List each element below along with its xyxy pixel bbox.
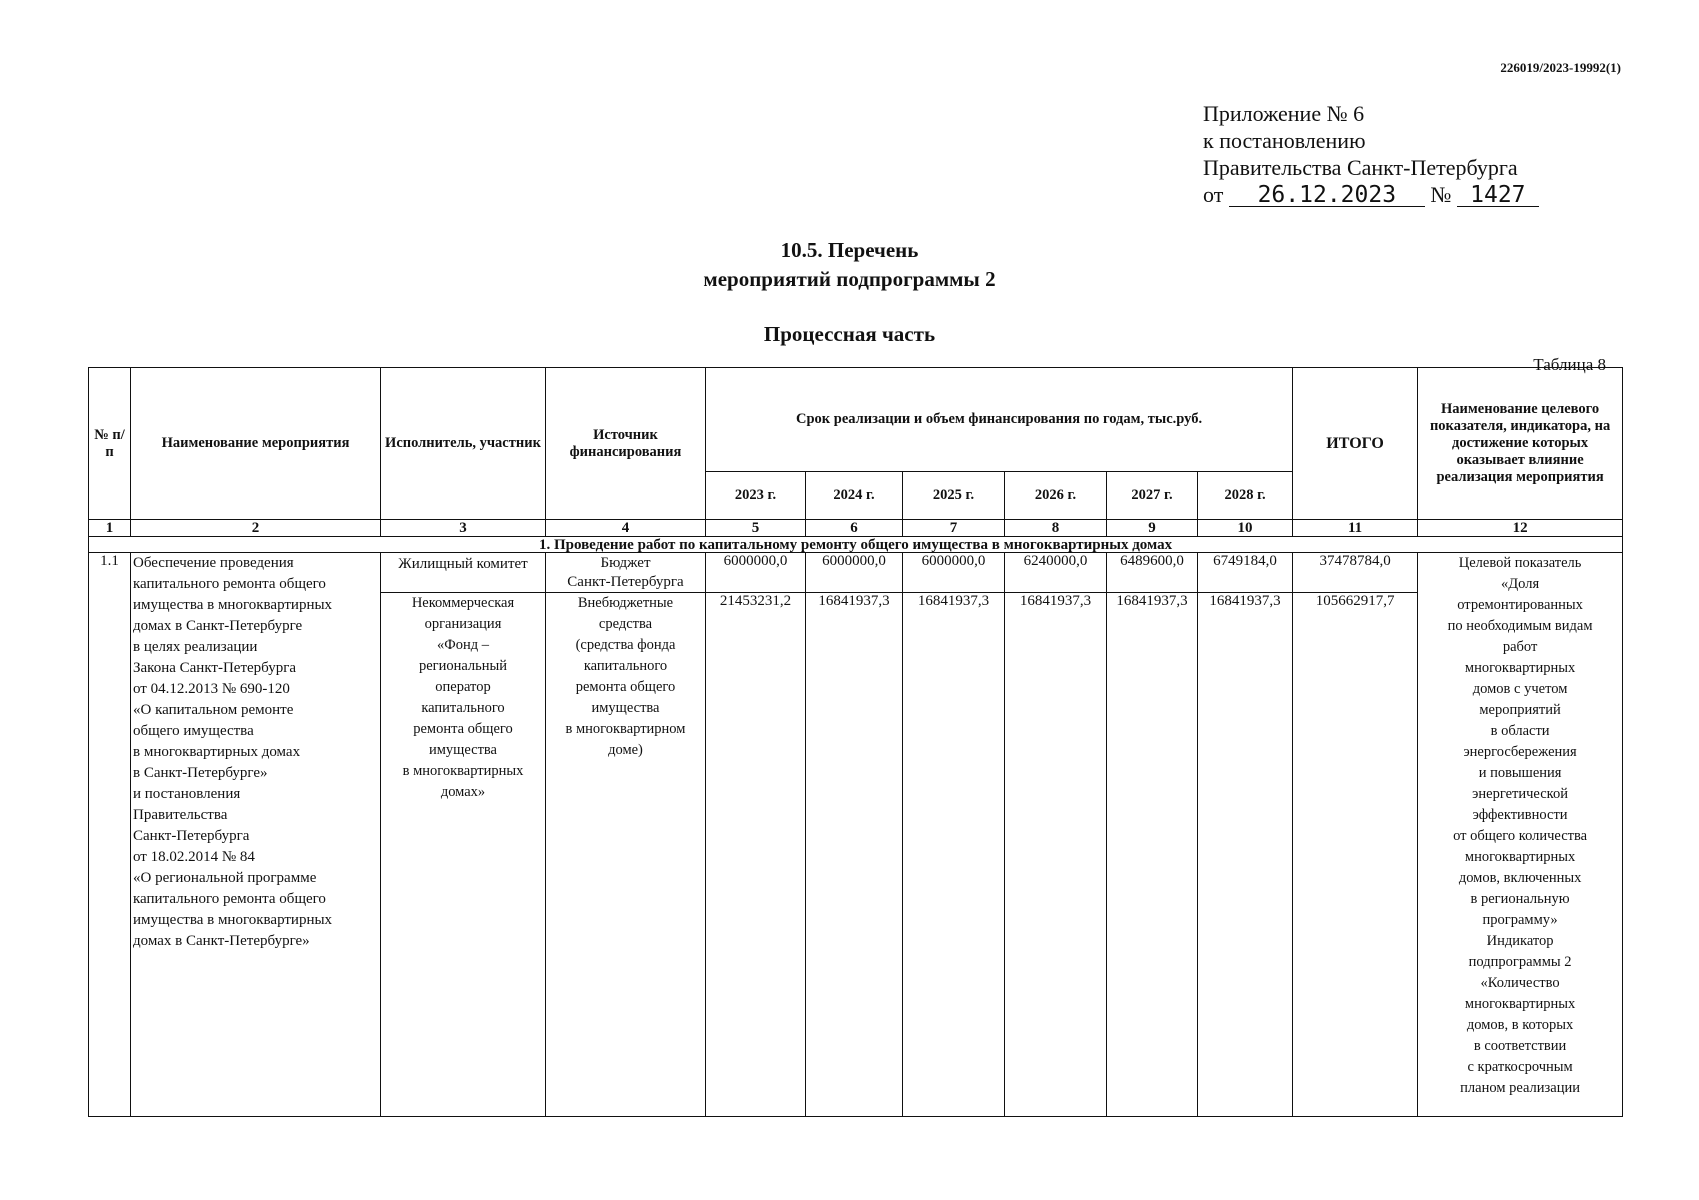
col-number: 10 <box>1198 520 1293 537</box>
text-line: Санкт-Петербурга <box>133 828 250 844</box>
text-line: домов, включенных <box>1458 870 1582 886</box>
fund-2024: 16841937,3 <box>806 593 903 1117</box>
header-name: Наименование мероприятия <box>131 368 381 520</box>
text-line: доме) <box>608 742 643 758</box>
appendix-line-3: Правительства Санкт-Петербурга <box>1203 155 1518 180</box>
fund-2027: 16841937,3 <box>1107 593 1198 1117</box>
fund-2023: 21453231,2 <box>706 593 806 1117</box>
text-line: в Санкт-Петербурге» <box>133 765 268 781</box>
text-line: в соответствии <box>1473 1038 1567 1054</box>
header-total: ИТОГО <box>1293 368 1418 520</box>
text-line: Бюджет <box>600 555 651 571</box>
text-line: от 18.02.2014 № 84 <box>133 849 255 865</box>
source-extrabudgetary <box>546 593 706 1117</box>
text-line: домах» <box>440 784 486 800</box>
table-label: Таблица 8 <box>1533 355 1606 374</box>
appendix-line-2: к постановлению <box>1203 128 1366 153</box>
appendix-line-1: Приложение № 6 <box>1203 101 1365 126</box>
title-line-1: 10.5. Перечень <box>780 238 919 262</box>
text-line: «О капитальном ремонте <box>133 702 294 718</box>
text-line: и постановления <box>133 786 241 802</box>
text-line: ремонта общего <box>413 721 513 737</box>
text-line: Некоммерческая <box>411 595 515 611</box>
text-line: мероприятий <box>1479 702 1561 718</box>
text-line: в многоквартирном <box>565 721 686 737</box>
text-line: имущества в многоквартирных <box>133 597 333 613</box>
executor-capital-repair-fund <box>381 593 546 1117</box>
fund-2026: 16841937,3 <box>1005 593 1107 1117</box>
page-title <box>0 236 1699 294</box>
date-prefix: от <box>1203 182 1224 207</box>
text-line: подпрограммы 2 <box>1468 954 1572 970</box>
number-prefix: № <box>1430 182 1452 207</box>
activities-table <box>88 367 1623 1117</box>
text-line: Обеспечение проведения <box>133 555 294 571</box>
text-line: капитального <box>421 700 505 716</box>
text-line: домах в Санкт-Петербурге <box>133 618 303 634</box>
text-line: капитального <box>583 658 668 674</box>
row-index: 1.1 <box>89 553 131 1117</box>
text-line: оператор <box>435 679 491 695</box>
text-line: Санкт-Петербурга <box>567 574 684 590</box>
fund-2028: 16841937,3 <box>1198 593 1293 1117</box>
header-period: Срок реализации и объем финансирования по годам, тыс.руб. <box>706 368 1293 472</box>
header-year-2025: 2025 г. <box>903 472 1005 520</box>
executor-housing-committee: Жилищный комитет <box>381 553 546 593</box>
fund-total: 105662917,7 <box>1293 593 1418 1117</box>
text-line: Закона Санкт-Петербурга <box>133 660 297 676</box>
text-line: в региональную <box>1470 891 1570 907</box>
col-number: 8 <box>1005 520 1107 537</box>
text-line: энергосбережения <box>1463 744 1577 760</box>
text-line: организация <box>424 616 502 632</box>
text-line: «Фонд – <box>437 637 489 653</box>
col-number: 6 <box>806 520 903 537</box>
header-year-2026: 2026 г. <box>1005 472 1107 520</box>
col-number: 9 <box>1107 520 1198 537</box>
header-executor: Исполнитель, участник <box>381 368 546 520</box>
col-number: 7 <box>903 520 1005 537</box>
document-id: 226019/2023-19992(1) <box>1500 60 1621 75</box>
budget-2028: 6749184,0 <box>1198 553 1293 593</box>
col-number: 3 <box>381 520 546 537</box>
header-year-2024: 2024 г. <box>806 472 903 520</box>
text-line: и повышения <box>1478 765 1562 781</box>
text-line: капитального ремонта общего <box>133 576 326 592</box>
text-line: многоквартирных <box>1464 996 1576 1012</box>
text-line: планом реализации <box>1460 1080 1580 1096</box>
header-indicator: Наименование целевого показателя, индикатора, на достижение которых оказывает влияние реализация мероприятия <box>1418 368 1623 520</box>
col-number: 12 <box>1418 520 1623 537</box>
budget-2027: 6489600,0 <box>1107 553 1198 593</box>
header-year-2023: 2023 г. <box>706 472 806 520</box>
page-subtitle: Процессная часть <box>763 322 936 346</box>
text-line: от 04.12.2013 № 690-120 <box>133 681 290 697</box>
text-line: региональный <box>418 658 508 674</box>
fund-2025: 16841937,3 <box>903 593 1005 1117</box>
text-line: имущества <box>428 742 497 758</box>
text-line: общего имущества <box>133 723 254 739</box>
text-line: Внебюджетные <box>577 595 674 611</box>
header-year-2027: 2027 г. <box>1107 472 1198 520</box>
text-line: программу» <box>1482 912 1558 928</box>
number-value: 1427 <box>1457 184 1539 207</box>
text-line: ремонта общего <box>575 679 676 695</box>
section-title: 1. Проведение работ по капитальному ремонту общего имущества в многоквартирных домах <box>89 537 1623 553</box>
text-line: Правительства <box>133 807 228 823</box>
budget-2026: 6240000,0 <box>1005 553 1107 593</box>
text-line: с краткосрочным <box>1467 1059 1573 1075</box>
text-line: средства <box>598 616 653 632</box>
text-line: в целях реализации <box>133 639 258 655</box>
text-line: многоквартирных <box>1464 849 1576 865</box>
budget-2023: 6000000,0 <box>706 553 806 593</box>
table-row <box>89 553 1623 593</box>
text-line: по необходимым видам <box>1447 618 1593 634</box>
text-line: Индикатор <box>1486 933 1554 949</box>
text-line: (средства фонда <box>575 637 676 653</box>
title-line-2: мероприятий подпрограммы 2 <box>703 267 996 291</box>
header-num: № п/п <box>89 368 131 520</box>
text-line: имущества <box>591 700 660 716</box>
text-line: работ <box>1502 639 1538 655</box>
source-city-budget <box>546 553 706 593</box>
text-line: в многоквартирных <box>402 763 524 779</box>
budget-total: 37478784,0 <box>1293 553 1418 593</box>
text-line: капитального ремонта общего <box>133 891 326 907</box>
text-line: «О региональной программе <box>133 870 317 886</box>
budget-2025: 6000000,0 <box>903 553 1005 593</box>
text-line: «Доля <box>1501 576 1540 592</box>
appendix-date-line <box>1203 181 1539 208</box>
activity-name <box>131 553 381 1117</box>
text-line: имущества в многоквартирных <box>133 912 333 928</box>
text-line: многоквартирных <box>1464 660 1576 676</box>
col-number: 4 <box>546 520 706 537</box>
column-numbers-row <box>89 520 1623 537</box>
text-line: «Количество <box>1480 975 1560 991</box>
text-line: в области <box>1490 723 1550 739</box>
indicator-text <box>1418 553 1623 1117</box>
text-line: энергетической <box>1472 786 1568 802</box>
text-line: отремонтированных <box>1457 597 1583 613</box>
col-number: 2 <box>131 520 381 537</box>
text-line: от общего количества <box>1453 828 1588 844</box>
text-line: эффективности <box>1472 807 1568 823</box>
col-number: 1 <box>89 520 131 537</box>
text-line: домов с учетом <box>1472 681 1568 697</box>
budget-2024: 6000000,0 <box>806 553 903 593</box>
header-source: Источник финансирования <box>546 368 706 520</box>
text-line: домов, в которых <box>1466 1017 1574 1033</box>
date-value: 26.12.2023 <box>1229 184 1425 207</box>
appendix-block <box>1203 100 1539 208</box>
header-year-2028: 2028 г. <box>1198 472 1293 520</box>
text-line: в многоквартирных домах <box>133 744 301 760</box>
text-line: домах в Санкт-Петербурге» <box>133 933 310 949</box>
col-number: 5 <box>706 520 806 537</box>
text-line: Целевой показатель <box>1458 555 1582 571</box>
col-number: 11 <box>1293 520 1418 537</box>
section-row <box>89 537 1623 553</box>
